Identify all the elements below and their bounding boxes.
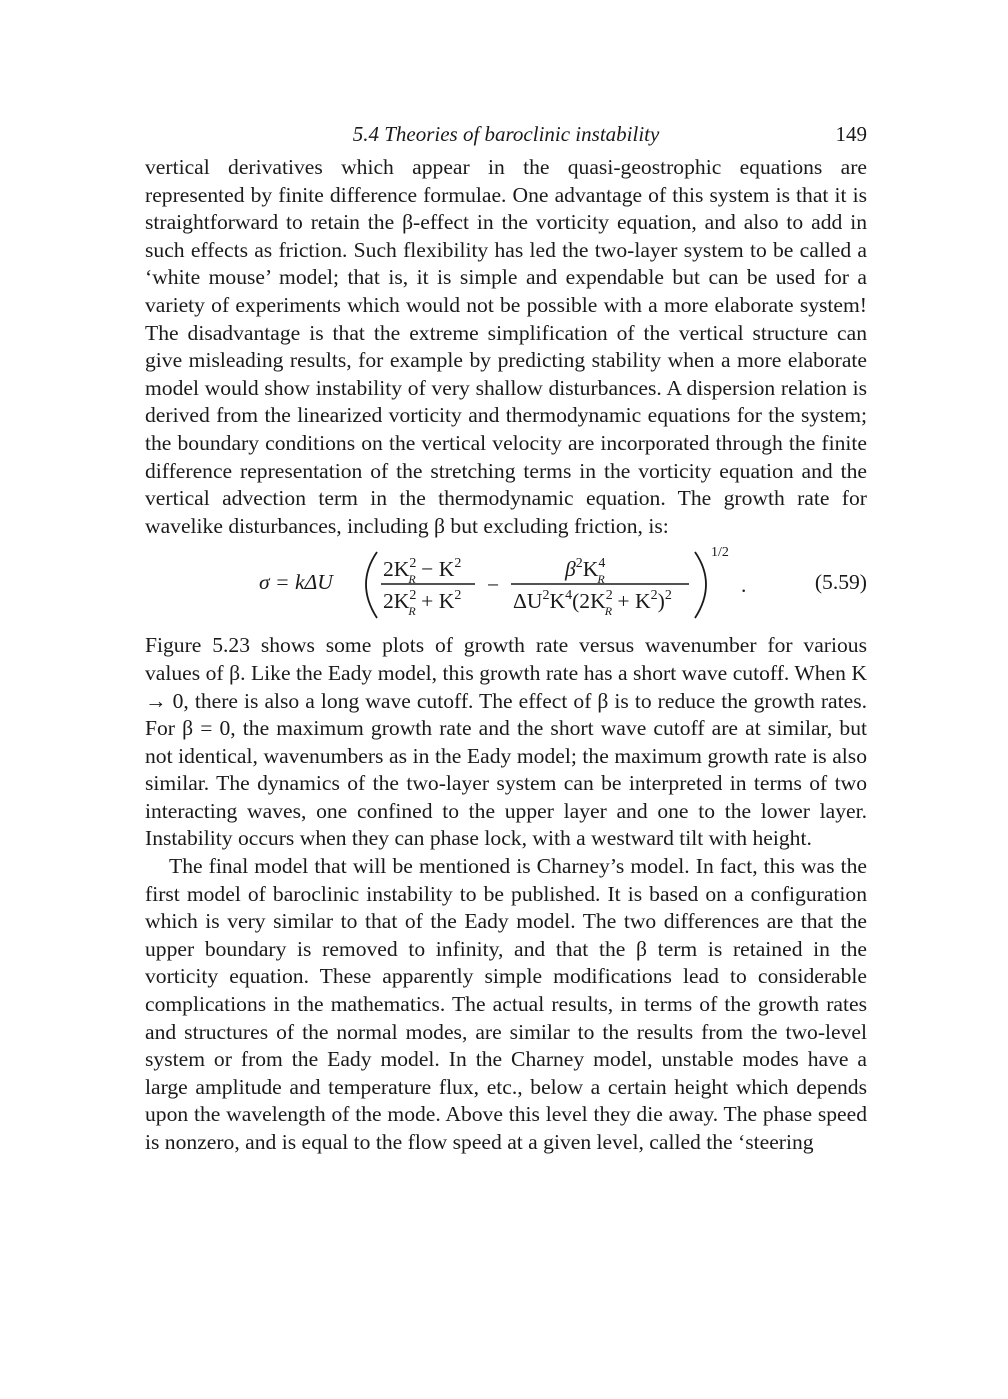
running-header bbox=[145, 122, 867, 154]
paragraph-1: vertical derivatives which appear in the quasi-geostrophic equations are represented by finite difference formulae. One advantage of this system is that it is straightforward to retain the β-effect in the vorticity equation, and also to add in such effects as friction. Such flexibility has led the two-layer system to be called a ‘white mouse’ model; that is, it is simple and expendable but can be used for a variety of experiments which would not be possible with a more elaborate system! The disadvantage is that the extreme simplification of the vertical structure can give misleading results, for example by predicting stability when a more elaborate model would show instability of very shallow disturbances. A dispersion relation is derived from the linearized vorticity and thermodynamic equations for the system; the boundary conditions on the vertical velocity are incorporated through the finite difference representation of the stretching terms in the vorticity equation and the vertical advection term in the thermodynamic equation. The growth rate for wavelike disturbances, including β but excluding friction, is: bbox=[145, 155, 867, 538]
left-paren bbox=[366, 552, 377, 618]
equation-minus: − bbox=[487, 573, 500, 598]
right-paren bbox=[695, 552, 706, 618]
term2-numerator: $\beta^2K^4$ R bbox=[565, 556, 606, 587]
paragraph-3: The final model that will be mentioned is Charney’s model. In fact, this was the first model of baroclinic instability to be published. It is based on a configuration which is very similar to that of the Eady model. The two differences are that the upper boundary is removed to infinity, and that the β term is retained in the vorticity equation. These apparently simple modifications lead to considerable complications in the mathematics. The actual results, in terms of the growth rates and structures of the normal modes, are similar to the results from the two-level system or from the Eady model. In the Charney model, unstable modes have a large amplitude and temperature flux, etc., below a certain height which depends upon the wavelength of the mode. Above this level they die away. The phase speed is nonzero, and is equal to the flow speed at a given level, called the ‘steering bbox=[145, 854, 867, 1154]
equation-graphic bbox=[145, 542, 785, 628]
page bbox=[145, 122, 867, 1157]
paragraph-2: Figure 5.23 shows some plots of growth rate versus wavenumber for various values of β. Like the Eady model, this growth rate has a short wave cutoff. When K → 0, there is also a long wave cutoff. The effect of β is to reduce the growth rates. For β = 0, the maximum growth rate and the short wave cutoff are at similar, but not identical, wavenumbers as in the Eady model; the maximum growth rate is also similar. The dynamics of the two-layer system can be interpreted in terms of two interacting waves, one confined to the upper layer and one to the lower layer. Instability occurs when they can phase lock, with a westward tilt with height. bbox=[145, 633, 867, 851]
equation-number: (5.59) bbox=[814, 570, 867, 595]
term1-numerator: $2K^2$ $R - K^2$ bbox=[383, 556, 462, 587]
equation-exponent: 1/2 bbox=[711, 545, 729, 561]
equation-5-59 bbox=[145, 542, 867, 628]
term1-denominator: $2K^2$ $R + K^2$ bbox=[383, 588, 462, 619]
page-number: 149 bbox=[835, 122, 867, 146]
equation-period: . bbox=[741, 573, 747, 598]
term2-denominator: $\Delta U^2K^4(2K^2$ $R + K^2)^2$ bbox=[513, 588, 672, 619]
running-title: 5.4 Theories of baroclinic instability bbox=[352, 122, 660, 146]
equation-lhs: σ = kΔU bbox=[259, 570, 333, 595]
